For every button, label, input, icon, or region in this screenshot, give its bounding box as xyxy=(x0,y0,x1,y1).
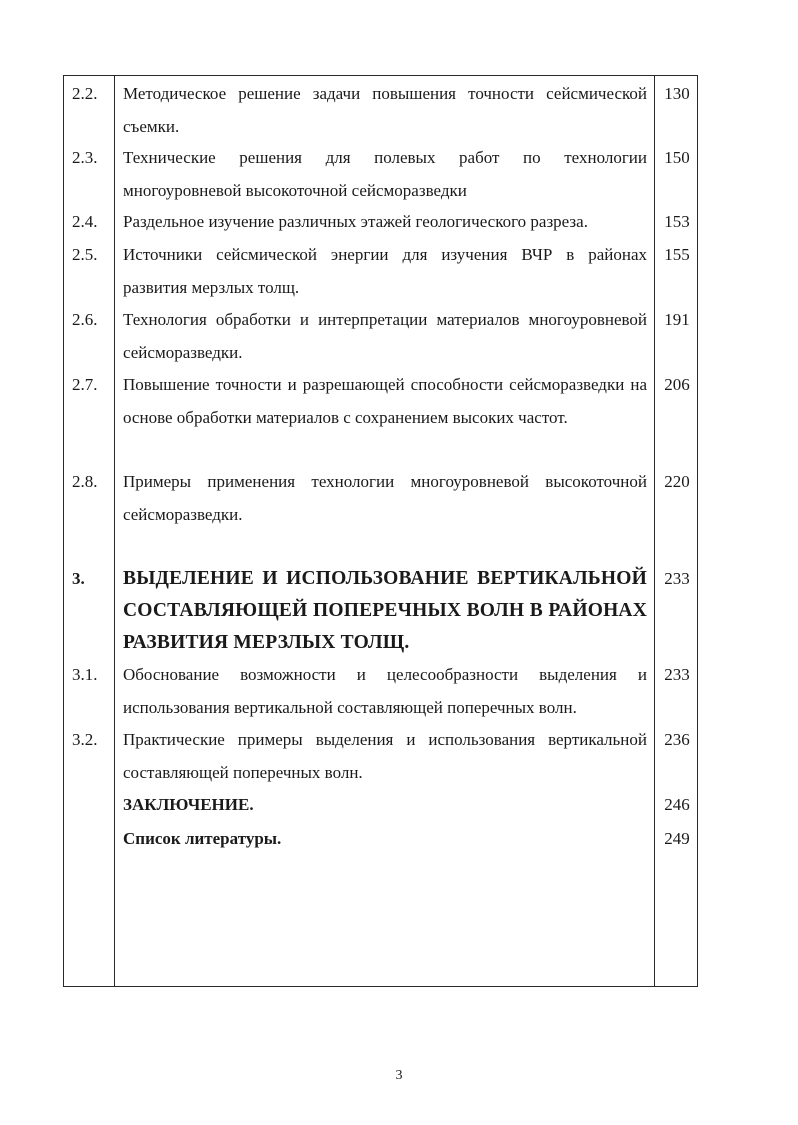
section-number: 2.2. xyxy=(72,84,98,103)
section-page: 153 xyxy=(664,212,690,231)
section-number: 3. xyxy=(72,569,85,588)
section-number: 2.8. xyxy=(72,472,98,491)
section-title: Методическое решение задачи повышения точности сейсмической съемки. xyxy=(123,84,647,136)
section-number: 3.2. xyxy=(72,730,98,749)
section-title: Список литературы. xyxy=(123,829,282,848)
section-page: 130 xyxy=(664,84,690,103)
section-title: Технология обработки и интерпретации материалов многоуровневой сейсморазведки. xyxy=(123,310,647,362)
section-title: Практические примеры выделения и использования вертикальной составляющей поперечных волн. xyxy=(123,730,647,782)
section-number: 2.7. xyxy=(72,375,98,394)
section-page: 249 xyxy=(664,829,690,848)
toc-table xyxy=(63,75,698,987)
page-number: 3 xyxy=(395,1068,403,1083)
section-title: ВЫДЕЛЕНИЕ И ИСПОЛЬЗОВАНИЕ ВЕРТИКАЛЬНОЙ СОСТАВЛЯЮЩЕЙ ПОПЕРЕЧНЫХ ВОЛН В РАЙОНАХ РАЗВИТИЯ МЕРЗЛЫХ ТОЛЩ. xyxy=(123,568,647,653)
section-title: Раздельное изучение различных этажей геологического разреза. xyxy=(123,212,588,231)
section-page: 236 xyxy=(664,730,690,749)
section-title: Примеры применения технологии многоуровневой высокоточной сейсморазведки. xyxy=(123,472,647,524)
section-title: Обоснование возможности и целесообразности выделения и использования вертикальной составляющей поперечных волн. xyxy=(123,665,647,717)
section-page: 233 xyxy=(664,665,690,684)
section-page: 191 xyxy=(664,310,690,329)
section-page: 220 xyxy=(664,472,690,491)
section-number: 2.4. xyxy=(72,212,98,231)
section-number: 2.5. xyxy=(72,245,98,264)
section-page: 150 xyxy=(664,148,690,167)
section-title: Источники сейсмической энергии для изучения ВЧР в районах развития мерзлых толщ. xyxy=(123,245,647,297)
section-page: 155 xyxy=(664,245,690,264)
section-page: 206 xyxy=(664,375,690,394)
section-title: Повышение точности и разрешающей способности сейсморазведки на основе обработки материалов с сохранением высоких частот. xyxy=(123,375,647,427)
section-title: ЗАКЛЮЧЕНИЕ. xyxy=(123,795,254,814)
section-number: 2.6. xyxy=(72,310,98,329)
column-divider-page xyxy=(654,76,655,986)
section-number: 3.1. xyxy=(72,665,98,684)
section-page: 233 xyxy=(664,569,690,588)
section-number: 2.3. xyxy=(72,148,98,167)
column-divider-number xyxy=(114,76,115,986)
section-page: 246 xyxy=(664,795,690,814)
section-title: Технические решения для полевых работ по технологии многоуровневой высокоточной сейсморазведки xyxy=(123,148,647,200)
